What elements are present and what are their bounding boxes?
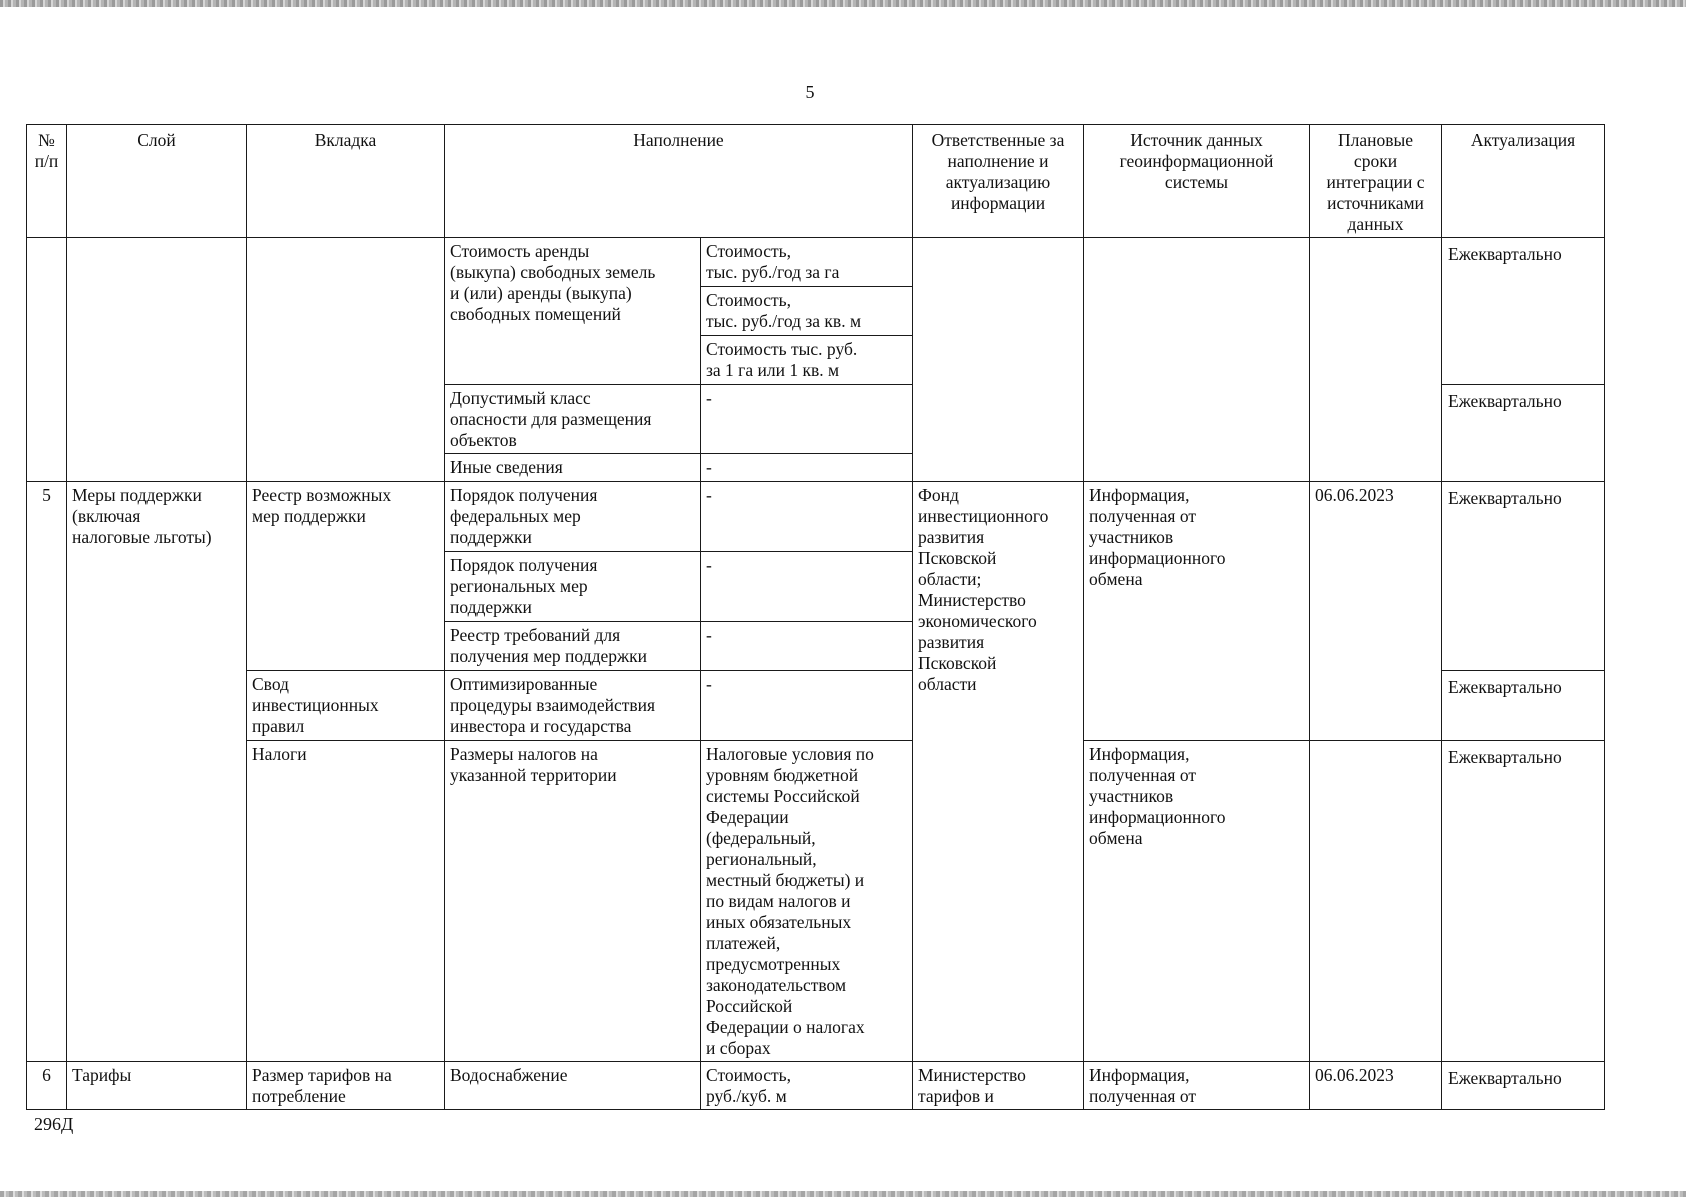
cell-row5-integration: 06.06.2023	[1310, 482, 1442, 741]
cell-row5-federal-name: Порядок получения федеральных мер поддержки	[445, 482, 701, 552]
cell-row6-content-name: Водоснабжение	[445, 1062, 701, 1110]
table-row	[27, 1062, 1605, 1110]
cell-empty-layer	[67, 238, 247, 482]
cell-row5-taxes-unit: Налоговые условия по уровням бюджетной системы Российской Федерации (федеральный, региональный, местный бюджеты) и по видам налогов и иных обязательных платежей, предусмотренных законодательством Российской Федерации о налогах и сборах	[701, 741, 913, 1062]
cell-empty-responsible	[913, 238, 1084, 482]
data-table	[26, 124, 1605, 1110]
table-row	[27, 741, 1605, 1062]
cell-row6-content-unit: Стоимость, руб./куб. м	[701, 1062, 913, 1110]
cell-hazard-update: Ежеквартально	[1442, 385, 1605, 482]
cell-empty-tab	[247, 238, 445, 482]
cell-row6-responsible: Министерство тарифов и	[913, 1062, 1084, 1110]
cell-row5-source-2: Информация, полученная от участников информационного обмена	[1084, 741, 1310, 1062]
cell-row5-taxes-name: Размеры налогов на указанной территории	[445, 741, 701, 1062]
cell-row6-update: Ежеквартально	[1442, 1062, 1605, 1110]
cell-rent-name: Стоимость аренды (выкупа) свободных земель и (или) аренды (выкупа) свободных помещений	[445, 238, 701, 385]
table-row	[27, 238, 1605, 287]
header-source: Источник данных геоинформационной системы	[1084, 125, 1310, 238]
header-update: Актуализация	[1442, 125, 1605, 238]
cell-row5-responsible: Фонд инвестиционного развития Псковской области; Министерство экономического развития Псковской области	[913, 482, 1084, 1062]
cell-empty-source	[1084, 238, 1310, 482]
cell-row5-optimized-unit: -	[701, 671, 913, 741]
cell-row6-integration: 06.06.2023	[1310, 1062, 1442, 1110]
cell-rent-update: Ежеквартально	[1442, 238, 1605, 385]
header-num: № п/п	[27, 125, 67, 238]
cell-other-unit: -	[701, 454, 913, 482]
header-layer: Слой	[67, 125, 247, 238]
cell-rent-unit-1: Стоимость, тыс. руб./год за га	[701, 238, 913, 287]
footer-code: 296Д	[34, 1114, 74, 1134]
cell-row5-num: 5	[27, 482, 67, 1062]
cell-row6-tab: Размер тарифов на потребление	[247, 1062, 445, 1110]
cell-row5-update-3: Ежеквартально	[1442, 741, 1605, 1062]
cell-row5-requirements-name: Реестр требований для получения мер поддержки	[445, 622, 701, 671]
cell-row6-num: 6	[27, 1062, 67, 1110]
cell-row5-integration-empty	[1310, 741, 1442, 1062]
cell-empty-integration	[1310, 238, 1442, 482]
header-tab: Вкладка	[247, 125, 445, 238]
cell-row6-source: Информация, полученная от	[1084, 1062, 1310, 1110]
page-number: 5	[805, 82, 815, 102]
table-row	[27, 482, 1605, 552]
scan-edge-top	[0, 0, 1686, 7]
cell-row5-regional-unit: -	[701, 552, 913, 622]
cell-row5-federal-unit: -	[701, 482, 913, 552]
cell-row5-regional-name: Порядок получения региональных мер поддержки	[445, 552, 701, 622]
cell-row5-requirements-unit: -	[701, 622, 913, 671]
header-row	[27, 125, 1605, 238]
header-responsible: Ответственные за наполнение и актуализацию информации	[913, 125, 1084, 238]
cell-empty-num	[27, 238, 67, 482]
cell-row5-update-2: Ежеквартально	[1442, 671, 1605, 741]
cell-row5-optimized-name: Оптимизированные процедуры взаимодействия инвестора и государства	[445, 671, 701, 741]
header-content: Наполнение	[445, 125, 913, 238]
cell-row5-tab-taxes: Налоги	[247, 741, 445, 1062]
scan-edge-bottom	[0, 1191, 1686, 1197]
cell-hazard-name: Допустимый класс опасности для размещения объектов	[445, 385, 701, 454]
cell-hazard-unit: -	[701, 385, 913, 454]
cell-other-name: Иные сведения	[445, 454, 701, 482]
cell-row5-source-1: Информация, полученная от участников информационного обмена	[1084, 482, 1310, 741]
cell-row5-tab-registry: Реестр возможных мер поддержки	[247, 482, 445, 671]
cell-row5-layer: Меры поддержки (включая налоговые льготы)	[67, 482, 247, 1062]
header-integration: Плановые сроки интеграции с источниками данных	[1310, 125, 1442, 238]
cell-row5-update-1: Ежеквартально	[1442, 482, 1605, 671]
cell-row6-layer: Тарифы	[67, 1062, 247, 1110]
cell-rent-unit-3: Стоимость тыс. руб. за 1 га или 1 кв. м	[701, 336, 913, 385]
cell-row5-tab-rules: Свод инвестиционных правил	[247, 671, 445, 741]
cell-rent-unit-2: Стоимость, тыс. руб./год за кв. м	[701, 287, 913, 336]
